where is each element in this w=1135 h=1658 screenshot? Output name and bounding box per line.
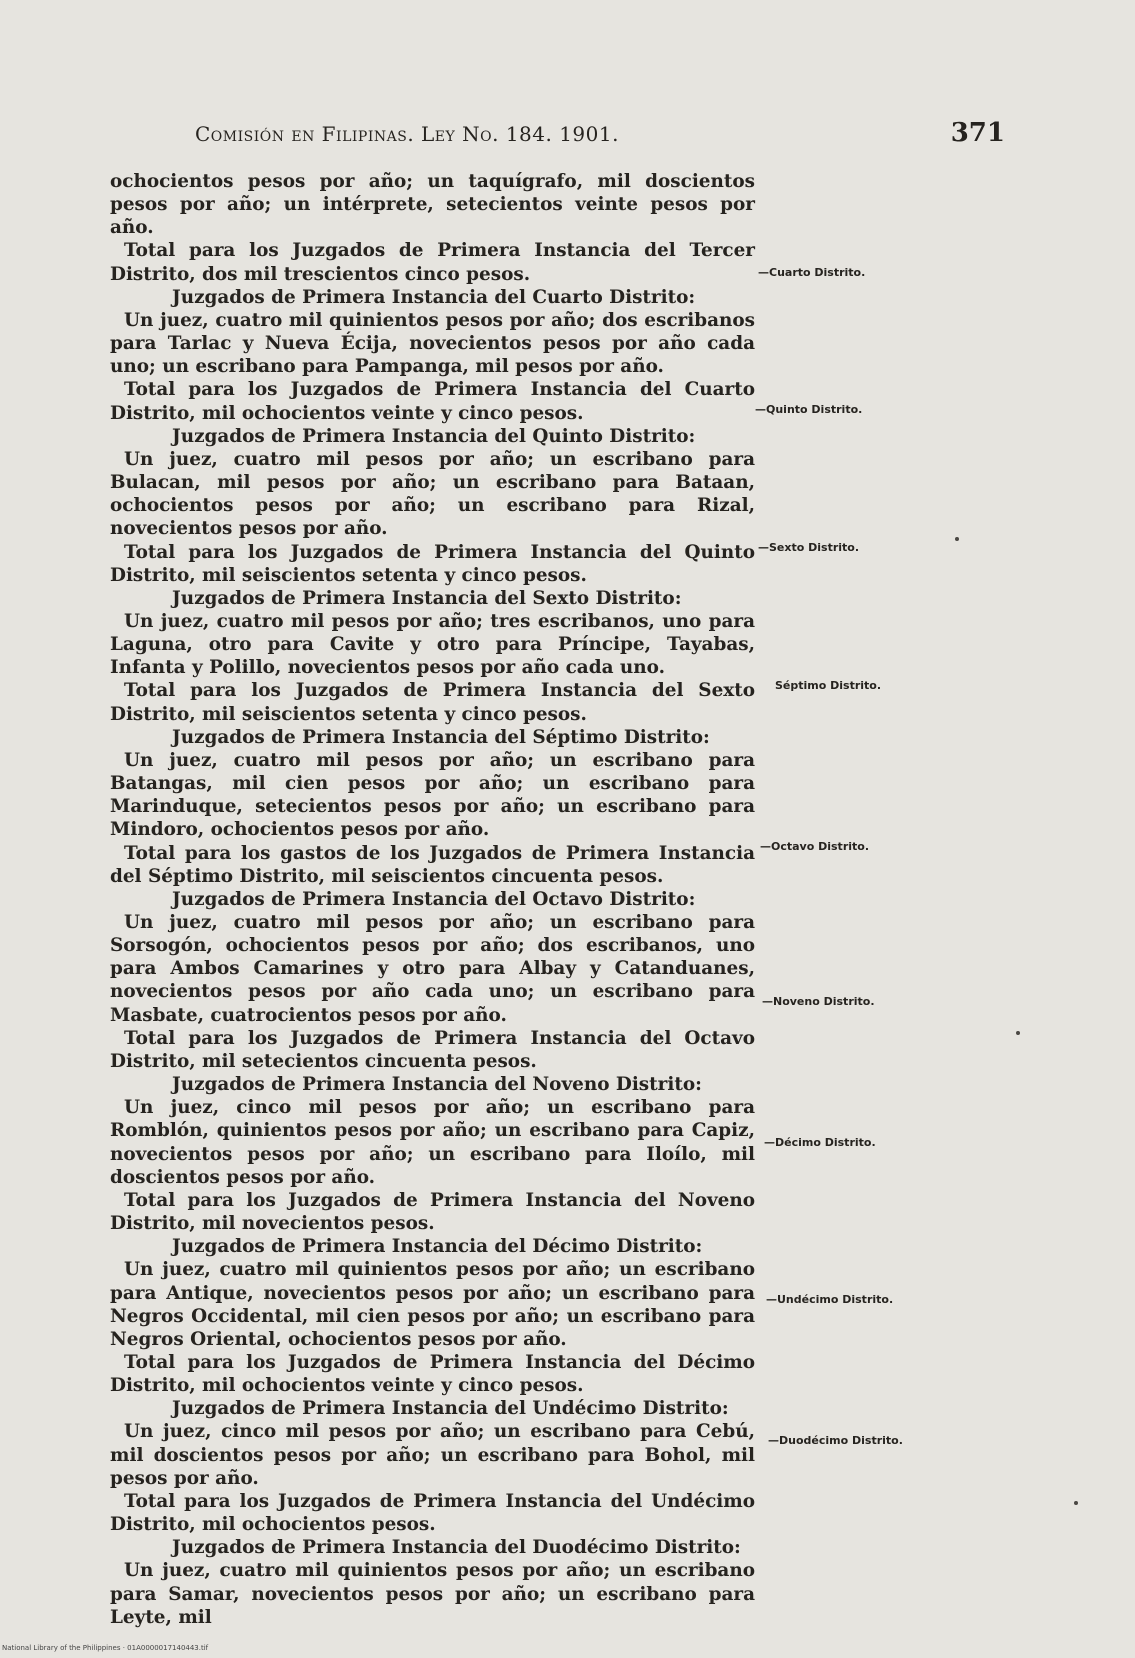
margin-note-cuarto: —Cuarto Distrito. (758, 266, 866, 279)
paragraph-total: Total para los Juzgados de Primera Instancia del Noveno Distrito, mil novecientos pesos. (110, 1189, 755, 1235)
paragraph-total: Total para los Juzgados de Primera Instancia del Cuarto Distrito, mil ochocientos veinte y cinco pesos. (110, 379, 755, 424)
paragraph: Un juez, cuatro mil quinientos pesos por año; un escribano para Antique, novecientos pesos por año; un escribano para Negros Occidental, mil cien pesos por año; un escribano para Negros Oriental, ochocientos pesos por año. (110, 1259, 755, 1350)
paragraph-total: Total para los Juzgados de Primera Instancia del Tercer Distrito, dos mil trescientos cinco pesos. (110, 240, 755, 285)
paragraph-total: Total para los gastos de los Juzgados de Primera Instancia del Séptimo Distrito, mil seiscientos cincuenta pesos. (110, 842, 755, 887)
margin-note-quinto: —Quinto Distrito. (755, 403, 863, 416)
paragraph-total: Total para los Juzgados de Primera Instancia del Sexto Distrito, mil seiscientos setenta y cinco pesos. (110, 680, 755, 725)
running-head (195, 118, 1005, 152)
scan-speck (955, 537, 959, 541)
paragraph: Un juez, cinco mil pesos por año; un escribano para Romblón, quinientos pesos por año; un escribano para Capiz, novecientos pesos por año; un escribano para Iloílo, mil doscientos pesos por año. (110, 1097, 755, 1188)
margin-note-septimo: Séptimo Distrito. (775, 679, 882, 692)
section-heading: Juzgados de Primera Instancia del Sexto Distrito: (172, 587, 682, 609)
section-heading: Juzgados de Primera Instancia del Séptimo Distrito: (172, 726, 710, 748)
section-heading: Juzgados de Primera Instancia del Cuarto Distrito: (172, 286, 696, 308)
margin-note-duodecimo: —Duodécimo Distrito. (768, 1434, 903, 1447)
running-title: Comisión en Filipinas. Ley No. 184. 1901. (195, 122, 619, 146)
paragraph: ochocientos pesos por año; un taquígrafo, mil doscientos pesos por año; un intérprete, setecientos veinte pesos por año. (110, 171, 755, 239)
paragraph-total: Total para los Juzgados de Primera Instancia del Undécimo Distrito, mil ochocientos pesos. (110, 1490, 755, 1536)
paragraph: Un juez, cuatro mil quinientos pesos por año; un escribano para Samar, novecientos pesos por año; un escribano para Leyte, mil (110, 1560, 755, 1628)
section-heading: Juzgados de Primera Instancia del Décimo Distrito: (172, 1236, 703, 1258)
paragraph: Un juez, cuatro mil pesos por año; un escribano para Batangas, mil cien pesos por año; un escribano para Marinduque, setecientos pesos por año; un escribano para Mindoro, ochocientos pesos por año. (110, 749, 755, 841)
section-heading: Juzgados de Primera Instancia del Undécimo Distrito: (172, 1398, 729, 1420)
paragraph: Un juez, cuatro mil quinientos pesos por año; dos escribanos para Tarlac y Nueva Écija, novecientos pesos por año cada uno; un escribano para Pampanga, mil pesos por año. (110, 309, 755, 378)
body-text (110, 170, 755, 1629)
paragraph: Un juez, cuatro mil pesos por año; tres escribanos, uno para Laguna, otro para Cavite y otro para Príncipe, Tayabas, Infanta y Polillo, novecientos pesos por año cada uno. (110, 610, 755, 679)
margin-note-noveno: —Noveno Distrito. (762, 995, 875, 1008)
scan-footer: National Library of the Philippines · 01A0000017140443.tif (2, 1644, 209, 1652)
paragraph-total: Total para los Juzgados de Primera Instancia del Quinto Distrito, mil seiscientos setenta y cinco pesos. (110, 541, 755, 586)
page-number: 371 (950, 118, 1005, 148)
paragraph: Un juez, cuatro mil pesos por año; un escribano para Bulacan, mil pesos por año; un escribano para Bataan, ochocientos pesos por año; un escribano para Rizal, novecientos pesos por año. (110, 448, 755, 540)
margin-note-decimo: —Décimo Distrito. (764, 1136, 876, 1149)
section-heading: Juzgados de Primera Instancia del Octavo Distrito: (172, 888, 696, 910)
scan-speck (1074, 1501, 1078, 1505)
section-heading: Juzgados de Primera Instancia del Duodécimo Distrito: (172, 1537, 741, 1559)
section-heading: Juzgados de Primera Instancia del Noveno Distrito: (172, 1074, 702, 1096)
section-heading: Juzgados de Primera Instancia del Quinto Distrito: (172, 425, 696, 447)
paragraph-total: Total para los Juzgados de Primera Instancia del Octavo Distrito, mil setecientos cincuenta pesos. (110, 1027, 755, 1072)
paragraph-total: Total para los Juzgados de Primera Instancia del Décimo Distrito, mil ochocientos veinte y cinco pesos. (110, 1351, 755, 1397)
paragraph: Un juez, cinco mil pesos por año; un escribano para Cebú, mil doscientos pesos por año; un escribano para Bohol, mil pesos por año. (110, 1421, 755, 1489)
paragraph: Un juez, cuatro mil pesos por año; un escribano para Sorsogón, ochocientos pesos por año; dos escribanos, uno para Ambos Camarines y otro para Albay y Catanduanes, novecientos pesos por año cada uno; un escribano para Masbate, cuatrocientos pesos por año. (110, 912, 755, 1026)
scan-speck (1016, 1031, 1020, 1035)
margin-note-octavo: —Octavo Distrito. (760, 840, 870, 853)
margin-note-undecimo: —Undécimo Distrito. (766, 1293, 894, 1306)
margin-note-sexto: —Sexto Distrito. (758, 541, 860, 554)
